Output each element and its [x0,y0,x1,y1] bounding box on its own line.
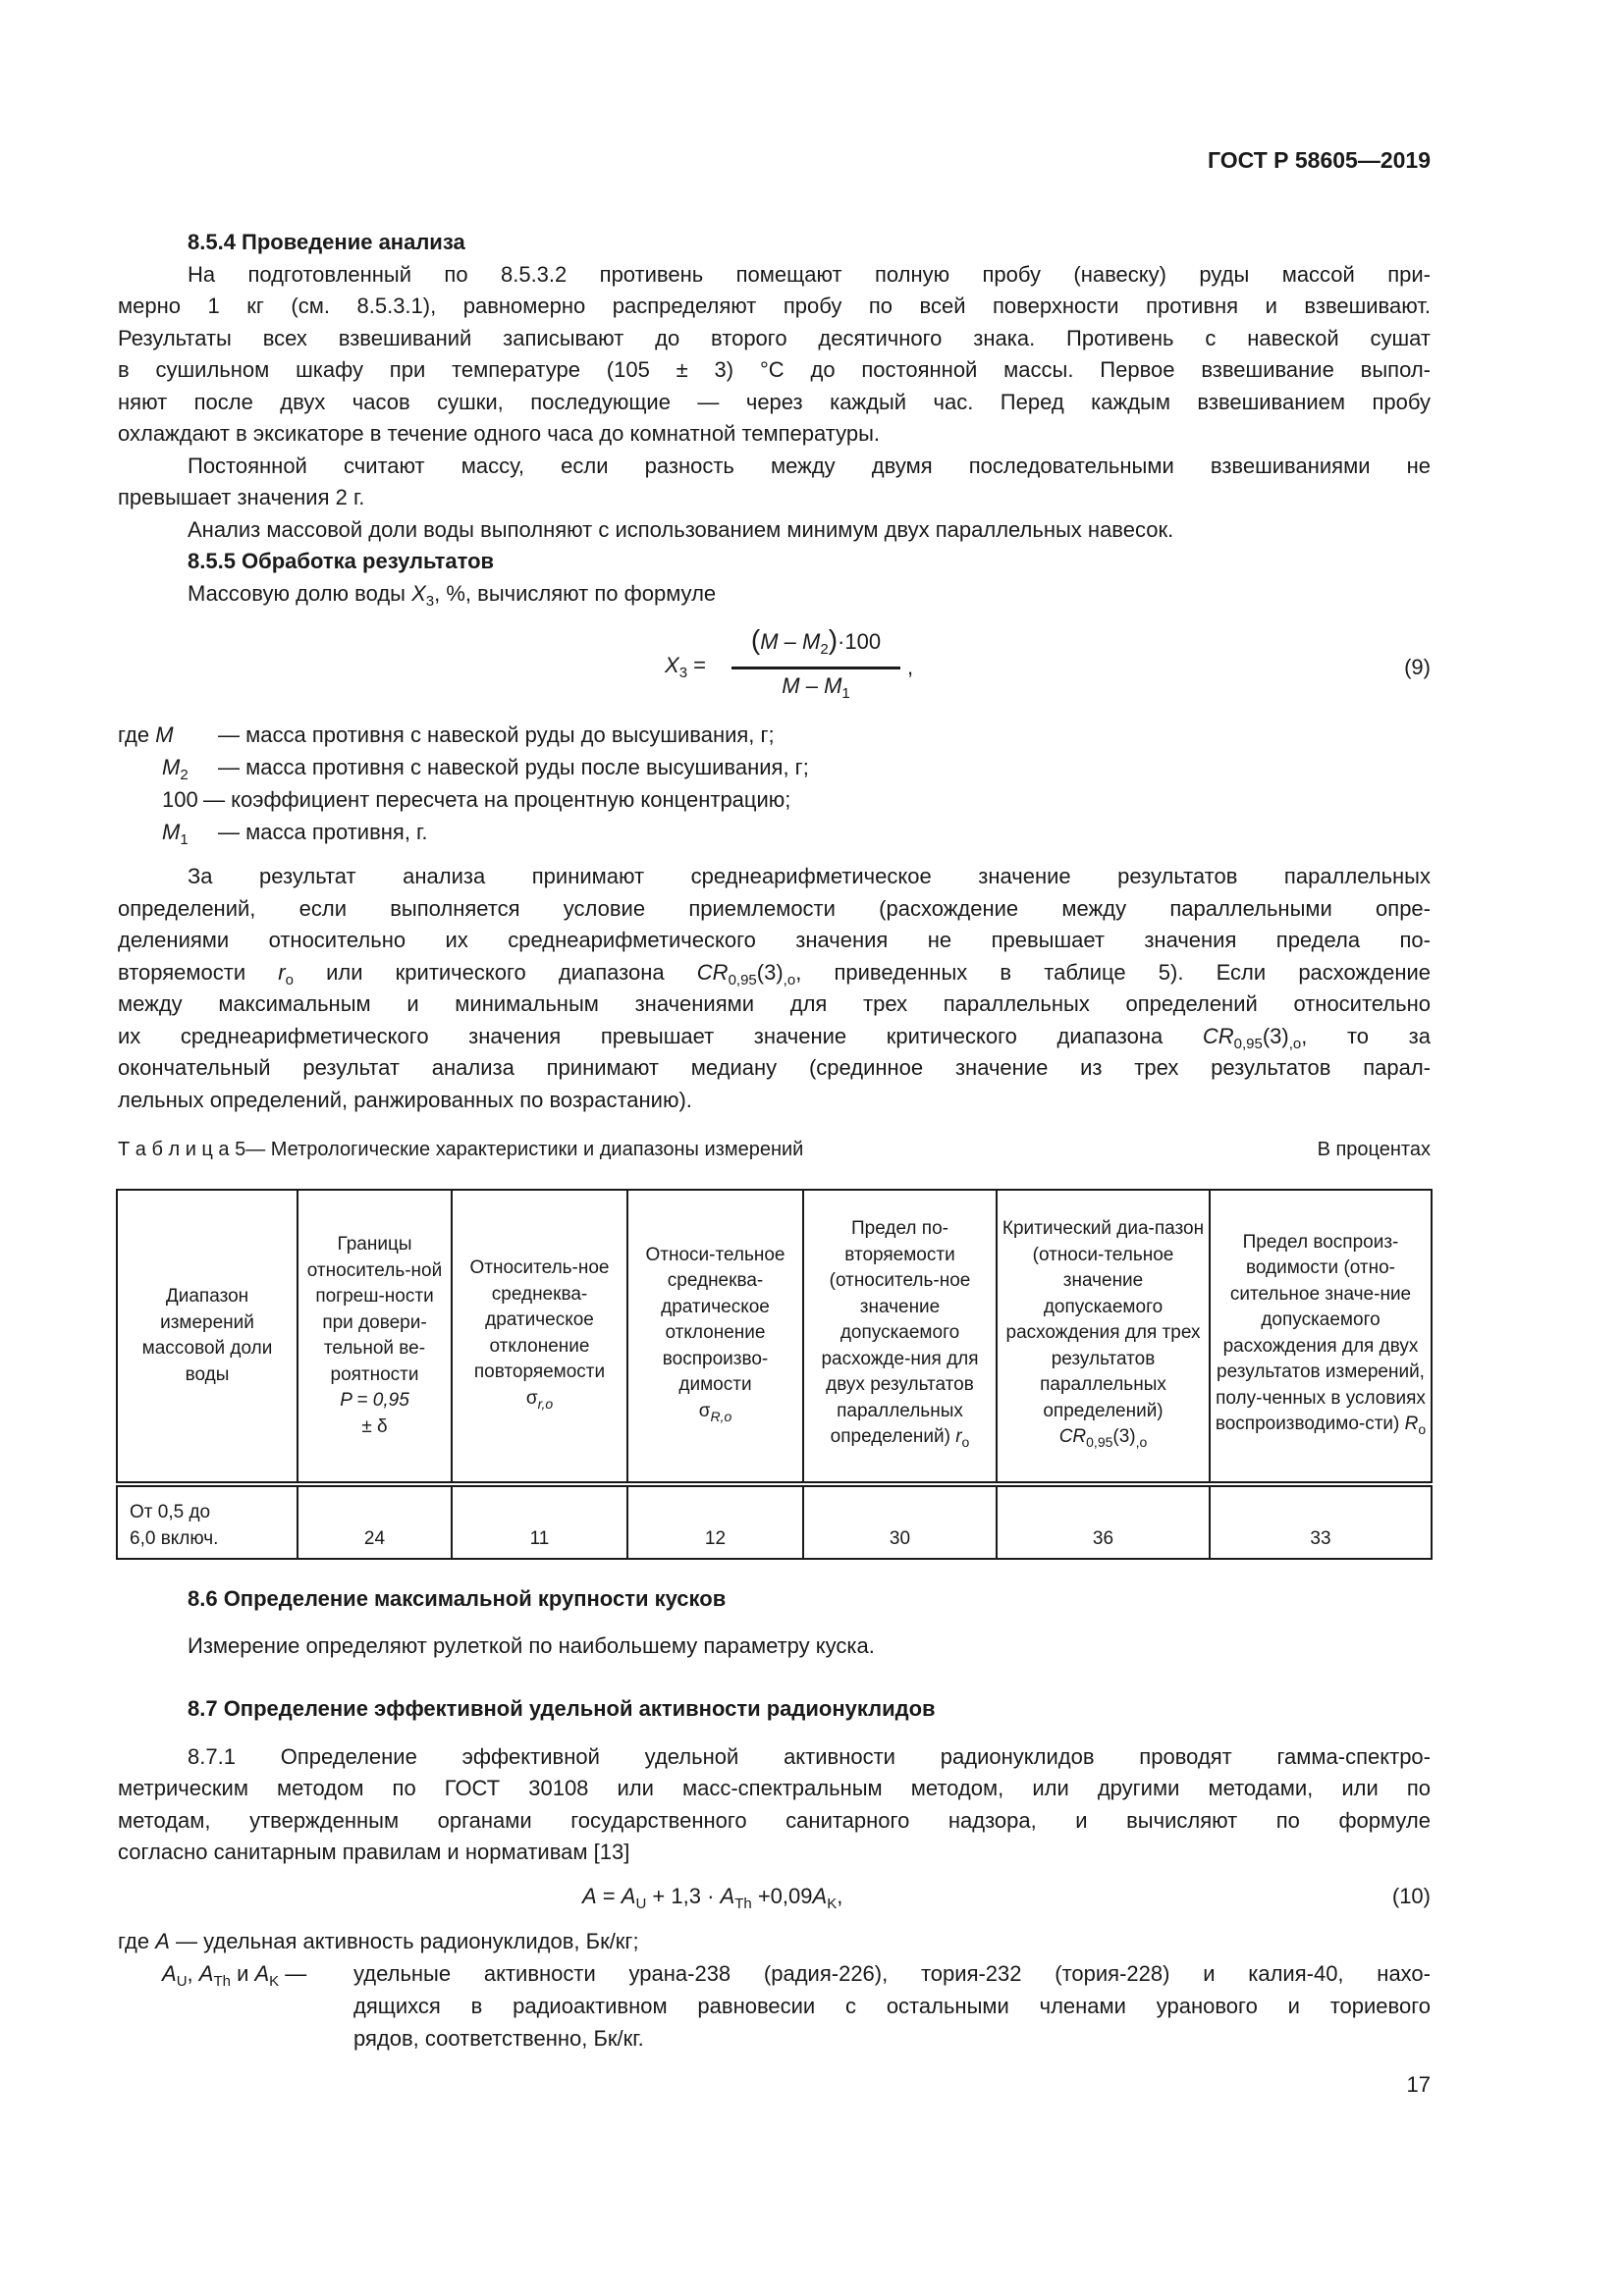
paragraph-line: делениями относительно их среднеарифметического значения не превышает значения предела по- [118,928,1431,952]
paragraph-line: окончательный результат анализа принимают медиану (срединное значение из трех результатов парал- [118,1055,1431,1080]
paragraph-line: в сушильном шкафу при температуре (105 ± 3) °С до постоянной массы. Первое взвешивание выпол- [118,357,1431,382]
paragraph-line: Постоянной считают массу, если разность между двумя последовательными взвешиваниями не [188,454,1431,478]
column-header: Критический диа-пазон (относи-тельное значение допускаемого расхождения для трех результатов параллельных определений) $CR_{0,95}(3)_{,о}$ [997,1190,1210,1484]
table-row [117,1484,1432,1559]
where-desc: удельные активности урана-238 (радия-226), тория-232 (тория-228) и калия-40, нахо- [353,1961,1431,1986]
column-header: Диапазон измерений массовой доли воды [117,1190,298,1484]
metrology-table [116,1189,1433,1560]
equation-number-10: (10) [1391,1884,1431,1908]
paragraph-line: методам, утвержденным органами государственного санитарного надзора, и вычисляют по формуле [118,1808,1431,1833]
paragraph-line: определений, если выполняется условие приемлемости (расхождение между параллельными опре- [118,896,1431,921]
where-desc: — масса противня с навеской руды до высушивания, г; [218,722,775,747]
formula-10: $A = A_U + 1,3 \cdot A_{Th} +0,09A_K$, [582,1884,843,1912]
table-units-note: В процентах [1317,1139,1431,1160]
value-cell: 24 [298,1484,452,1559]
paragraph-line: 8.7.1 Определение эффективной удельной активности радионуклидов проводят гамма-спектро- [188,1744,1431,1769]
paragraph-line: метрическим методом по ГОСТ 30108 или масс-спектральным методом, или другими методами, или по [118,1776,1431,1800]
paragraph-line: На подготовленный по 8.5.3.2 противень помещают полную пробу (навеску) руды массой при- [188,262,1431,287]
table-header-row [117,1190,1432,1484]
range-cell: От 0,5 до 6,0 включ. [117,1484,298,1559]
formula-9-numerator: $(M - M_2)\cdot 100$ [750,624,882,658]
value-cell: 36 [997,1484,1210,1559]
column-header: Предел по-вторяемости (относитель-ное значение допускаемого расхожде-ния для двух результатов параллельных определений) $r_о$ [803,1190,997,1484]
where-item: где M [118,722,174,747]
paragraph-line: Анализ массовой доли воды выполняют с использованием минимум двух параллельных навесок. [188,517,1174,542]
paragraph-line: согласно санитарным правилам и нормативам [13] [118,1840,630,1864]
value-cell: 30 [803,1484,997,1559]
value-cell: 33 [1210,1484,1432,1559]
where-item: $A_U$, $A_{Th}$ и $A_K$ — [162,1961,307,1990]
where-item: $M_2$ [162,755,189,783]
paragraph-line: лельных определений, ранжированных по возрастанию). [118,1088,692,1112]
value-cell: 12 [627,1484,803,1559]
section-heading-8-7: 8.7 Определение эффективной удельной активности радионуклидов [188,1696,936,1721]
paragraph-line: Результаты всех взвешиваний записывают до второго десятичного знака. Противень с навеской сушат [118,326,1431,350]
column-header: Предел воспроиз-водимости (отно-сительное значе-ние допускаемого расхождения для двух результатов измерений, полу-ченных в условиях воспроизводимо-сти) $R_о$ [1210,1190,1432,1484]
table-label: Т а б л и ц а 5 [118,1139,246,1160]
where-desc: дящихся в радиоактивном равновесии с остальными членами уранового и ториевого [353,1994,1431,2018]
section-heading-8-6: 8.6 Определение максимальной крупности кусков [188,1586,727,1611]
where-desc: — масса противня с навеской руды после высушивания, г; [218,755,809,779]
formula-9-comma: , [907,655,914,679]
paragraph-line: охлаждают в эксикаторе в течение одного часа до комнатной температуры. [118,421,881,446]
formula-9-denominator: M – $M_1$ [782,673,850,702]
value-cell: 11 [452,1484,627,1559]
where-desc: рядов, соответственно, Бк/кг. [353,2026,644,2051]
section-heading-8-5-5: 8.5.5 Обработка результатов [188,549,495,573]
page-number: 17 [1406,2072,1431,2097]
paragraph-line: няют после двух часов сушки, последующие — через каждый час. Перед каждым взвешиванием пробу [118,390,1431,414]
where-desc: — коэффициент пересчета на процентную концентрацию; [203,787,791,812]
formula-intro: Массовую долю воды $X_3$, %, вычисляют по формуле [188,581,717,610]
column-header: Границы относитель-ной погреш-ности при довери-тельной ве-роятности P = 0,95 ± δ [298,1190,452,1484]
paragraph-line: между максимальным и минимальным значениями для трех параллельных определений относительно [118,991,1431,1016]
paragraph-line: превышает значения 2 г. [118,485,365,509]
section-heading-8-5-4: 8.5.4 Проведение анализа [188,230,465,254]
where-desc: — масса противня, г. [218,820,428,844]
table-title: — Метрологические характеристики и диапазоны измерений [245,1139,804,1160]
formula-9-lhs: $X_3$ = [665,653,707,681]
column-header: Относитель-ное среднеква-дратическое отклонение повторяемости $\sigma_{r,о}$ [452,1190,627,1484]
column-header: Относи-тельное среднеква-дратическое отклонение воспроизво-димости $\sigma_{R,о}$ [627,1190,803,1484]
paragraph-line: вторяемости $r_о$ или критического диапазона $CR_{0,95}(3)_{,о}$, приведенных в таблице 5). Если расхождение [118,960,1431,988]
paragraph-line: мерно 1 кг (см. 8.5.3.1), равномерно распределяют пробу по всей поверхности противня и взвешивают. [118,294,1431,318]
paragraph-line: Измерение определяют рулеткой по наибольшему параметру куска. [188,1633,875,1658]
where-item: где A — удельная активность радионуклидов, Бк/кг; [118,1929,639,1953]
equation-number-9: (9) [1404,655,1431,679]
fraction-bar [731,667,900,669]
where-item: 100 [162,787,198,812]
paragraph-line: их среднеарифметического значения превышает значение критического диапазона $CR_{0,95}(3)_{,о}$, то за [118,1024,1431,1052]
standard-code: ГОСТ Р 58605—2019 [1208,147,1431,173]
table-caption [118,1139,803,1161]
where-item: $M_1$ [162,820,189,848]
paragraph-line: За результат анализа принимают среднеарифметическое значение результатов параллельных [188,864,1431,888]
